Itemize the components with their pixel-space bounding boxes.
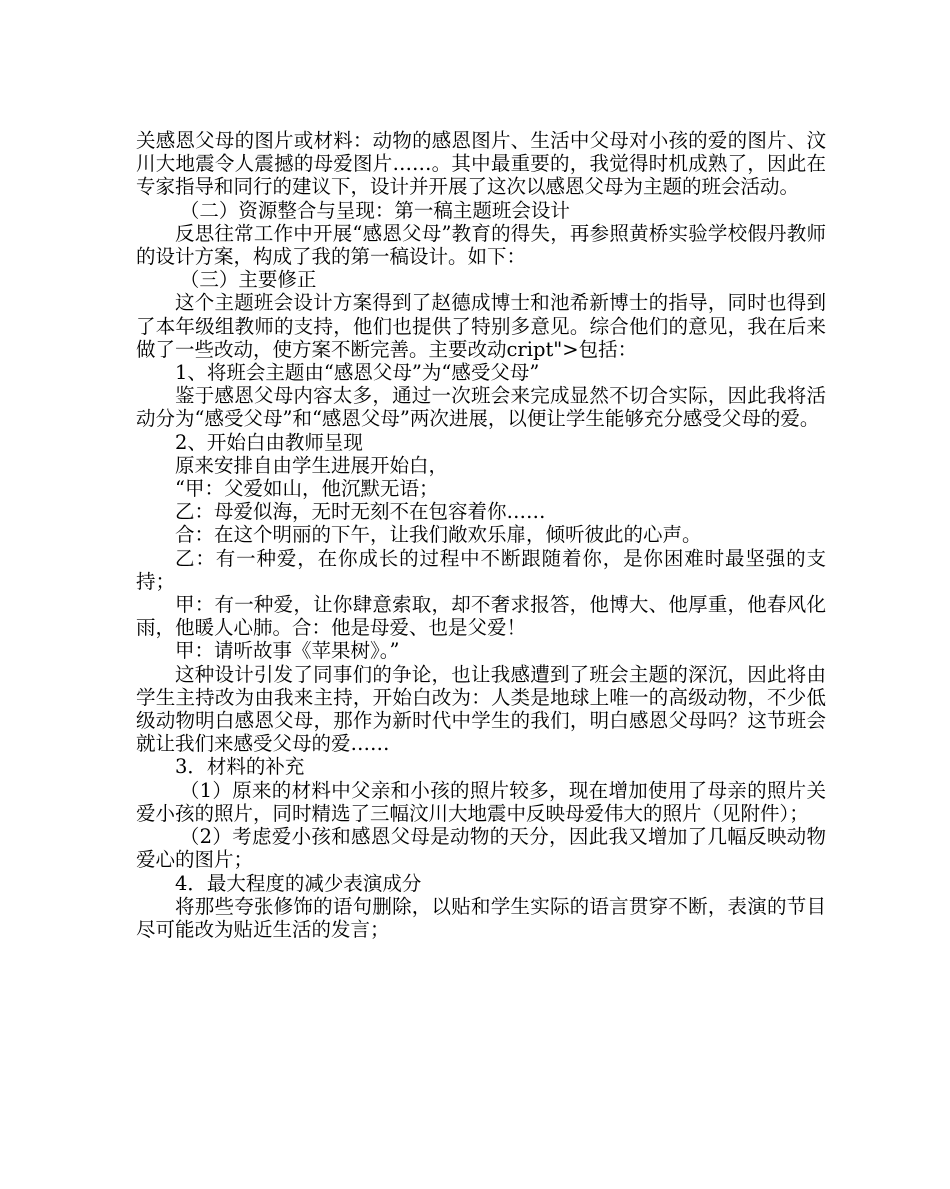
dialogue-line: 合：在这个明丽的下午，让我们敞欢乐扉，倾听彼此的心声。	[175, 523, 702, 547]
paragraph-original-opening: 原来安排自由学生进展开始白，	[175, 453, 449, 477]
sub-item-1: （1）原来的材料中父亲和小孩的照片较多，现在增加使用了母亲的照片关爱小孩的照片，同时精选了三幅汶川大地震中反映母爱伟大的照片（见附件）；	[136, 778, 826, 825]
document-body	[136, 129, 826, 941]
paragraph-reflection: 反思往常工作中开展“感恩父母”教育的得失，再参照黄桥实验学校假丹教师的设计方案，构成了我的第一稿设计。如下：	[136, 221, 826, 269]
dialogue-line: 乙：母爱似海，无时无刻不在包容着你……	[175, 500, 546, 524]
paragraph-intro: 关感恩父母的图片或材料：动物的感恩图片、生活中父母对小孩的爱的图片、汶川大地震令人震撼的母爱图片……。其中最重要的，我觉得时机成熟了，因此在专家指导和同行的建议下，设计并开展了这次以感恩父母为主题的班会活动。	[136, 129, 826, 199]
section-heading-2: （二）资源整合与呈现：第一稿主题班会设计	[179, 198, 570, 222]
item-heading-1: 1、将班会主题由“感恩父母”为“感受父母”	[175, 361, 540, 385]
dialogue-line: 甲：有一种爱，让你肆意索取，却不奢求报答，他博大、他厚重，他春风化雨，他暖人心肺。合：他是母爱、也是父爱！	[136, 593, 826, 640]
sub-item-2: （2）考虑爱小孩和感恩父母是动物的天分，因此我又增加了几幅反映动物爱心的图片；	[136, 825, 826, 872]
item-heading-4: 4．最大程度的减少表演成分	[175, 871, 422, 895]
paragraph-new-opening: 这种设计引发了同事们的争论，也让我感遭到了班会主题的深沉，因此将由学生主持改为由我来主持，开始白改为：人类是地球上唯一的高级动物，不少低级动物明白感恩父母，那作为新时代中学生的我们，明白感恩父母吗？这节班会就让我们来感受父母的爱……	[136, 662, 826, 756]
paragraph-theme-change: 鉴于感恩父母内容太多，通过一次班会来完成显然不切合实际，因此我将活动分为“感受父母”和“感恩父母”两次进展，以便让学生能够充分感受父母的爱。	[136, 384, 826, 431]
item-heading-3: 3．材料的补充	[175, 755, 305, 779]
section-heading-3: （三）主要修正	[179, 268, 317, 292]
dialogue-line: 甲：请听故事《苹果树》。”	[175, 639, 400, 663]
item-heading-2: 2、开始白由教师呈现	[175, 430, 363, 454]
dialogue-line: 乙：有一种爱，在你成长的过程中不断跟随着你，是你困难时最坚强的支持；	[136, 546, 826, 593]
paragraph-reduce-performance: 将那些夸张修饰的语句删除，以贴和学生实际的语言贯穿不断，表演的节目尽可能改为贴近生活的发言；	[136, 894, 826, 941]
dialogue-line: “甲：父爱如山，他沉默无语；	[175, 477, 439, 501]
paragraph-guidance: 这个主题班会设计方案得到了赵德成博士和池希新博士的指导，同时也得到了本年级组教师的支持，他们也提供了特别多意见。综合他们的意见，我在后来做了一些改动，使方案不断完善。主要改动cript">包括：	[136, 291, 826, 361]
